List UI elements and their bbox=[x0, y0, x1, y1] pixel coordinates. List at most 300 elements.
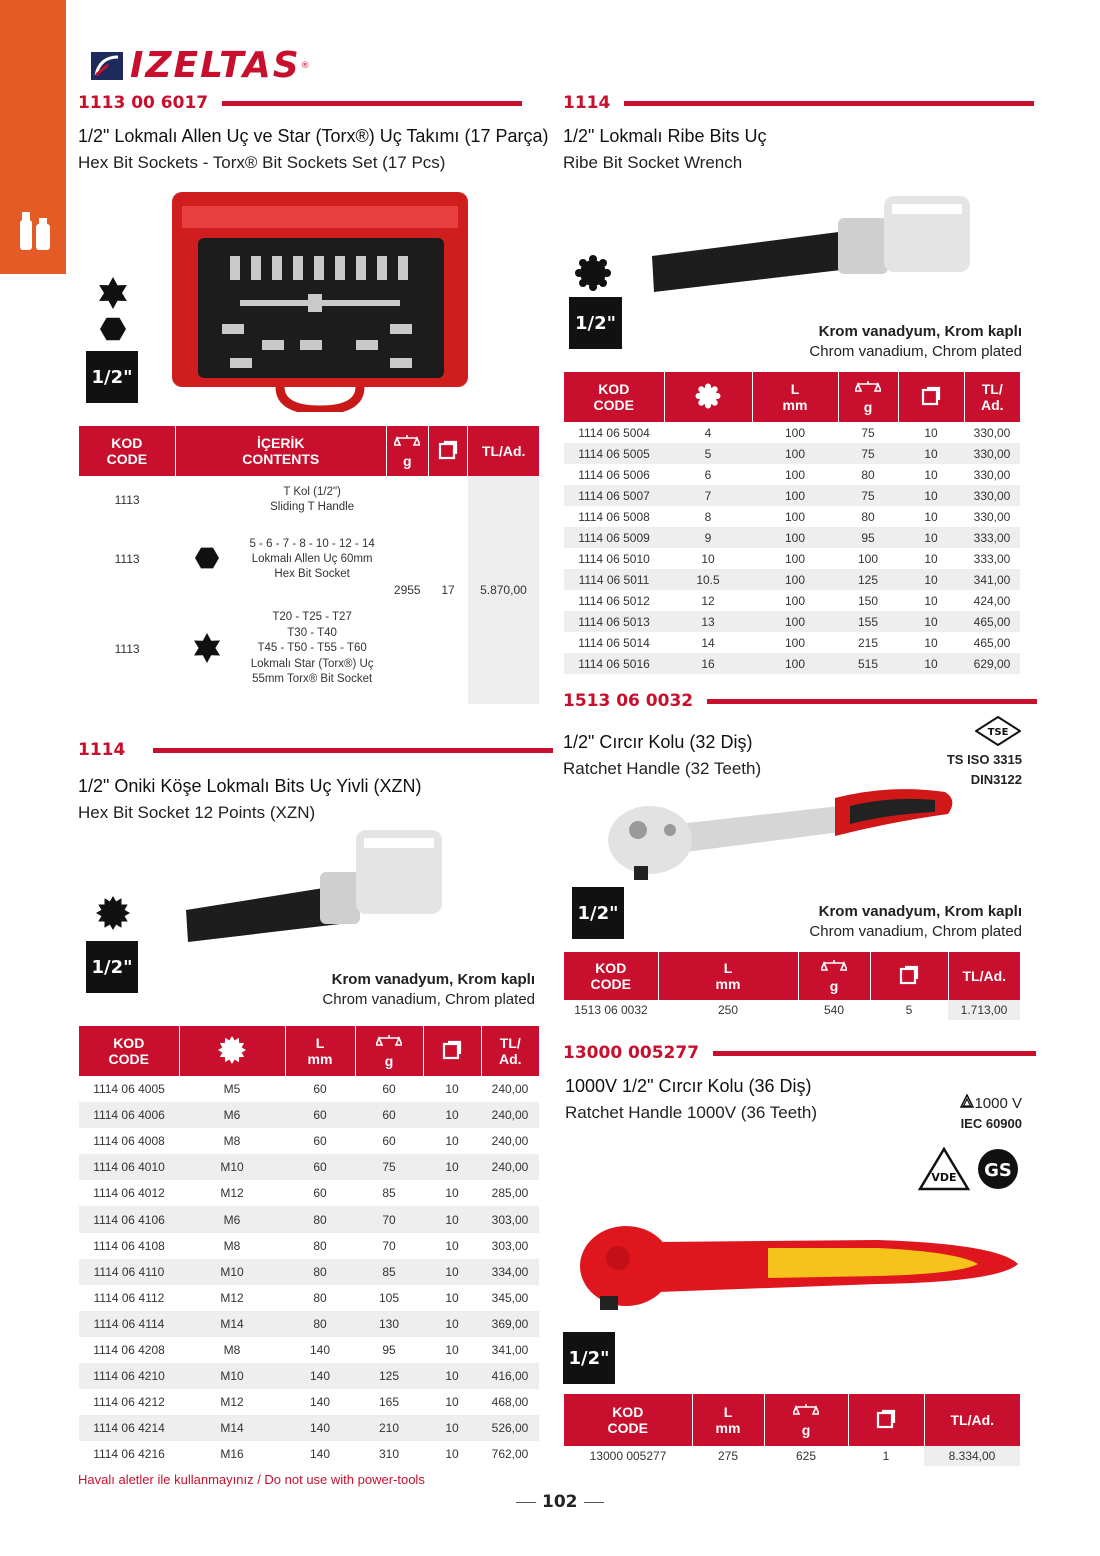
insulation-warning-icon bbox=[960, 1094, 974, 1108]
brand-logo bbox=[90, 45, 310, 86]
col-pack-header bbox=[428, 426, 468, 476]
cell-length: 80 bbox=[285, 1206, 355, 1232]
xzn-subtitle: Hex Bit Socket 12 Points (XZN) bbox=[78, 803, 316, 822]
cell-weight: 125 bbox=[838, 569, 898, 590]
cell-price: 330,00 bbox=[973, 509, 1011, 524]
cell-length: 140 bbox=[309, 1395, 331, 1410]
bit-socket-set-case-image bbox=[170, 190, 470, 412]
cell-size: 14 bbox=[701, 635, 715, 650]
table-row bbox=[564, 485, 1020, 506]
cell-size: M14 bbox=[179, 1415, 285, 1441]
cell-length: 140 bbox=[309, 1447, 331, 1462]
cell-size: 9 bbox=[664, 527, 752, 548]
xzn-table-body bbox=[79, 1076, 539, 1467]
cell-pack: 10 bbox=[445, 1395, 459, 1410]
torx-star-icon bbox=[191, 632, 223, 664]
cell-pack: 10 bbox=[898, 611, 964, 632]
cell-weight: 130 bbox=[355, 1311, 423, 1337]
cell-price: 333,00 bbox=[973, 551, 1011, 566]
col-price-header: TL/Ad. bbox=[924, 1394, 1020, 1446]
cell-pack: 10 bbox=[445, 1290, 459, 1305]
cell-size: M5 bbox=[223, 1082, 241, 1097]
cell-code: 1114 06 4106 bbox=[79, 1206, 179, 1232]
cell-length: 100 bbox=[784, 425, 806, 440]
cell-code: 1114 06 5004 bbox=[578, 425, 650, 440]
cell-length: 100 bbox=[784, 509, 806, 524]
cell-weight: 100 bbox=[857, 551, 879, 566]
cell-price: 468,00 bbox=[491, 1395, 529, 1410]
cell-price: 762,00 bbox=[491, 1447, 529, 1462]
ribe-spline-icon bbox=[574, 254, 612, 292]
table-row bbox=[564, 653, 1020, 674]
col-weight-header: g bbox=[798, 952, 870, 1000]
cell-price: 330,00 bbox=[973, 425, 1011, 440]
cell-weight: 70 bbox=[355, 1206, 423, 1232]
cell-pack: 10 bbox=[423, 1311, 481, 1337]
cell-price: 330,00 bbox=[964, 485, 1020, 506]
cell-pack: 10 bbox=[924, 425, 938, 440]
table-row bbox=[564, 569, 1020, 590]
cell-pack: 10 bbox=[924, 551, 938, 566]
cell-length: 100 bbox=[752, 485, 838, 506]
cell-size: 6 bbox=[704, 467, 712, 482]
table-row bbox=[564, 590, 1020, 611]
ratchet-table bbox=[564, 952, 1020, 1020]
ratchet-title: 1/2" Cırcır Kolu (32 Diş) bbox=[563, 732, 753, 752]
col-pack-header bbox=[870, 952, 948, 1000]
col-code-header: KOD CODE bbox=[564, 372, 664, 422]
xzn-material bbox=[280, 970, 535, 1010]
cell-price: 629,00 bbox=[964, 653, 1020, 674]
cell-price: 424,00 bbox=[973, 593, 1011, 608]
cell-pack: 10 bbox=[423, 1206, 481, 1232]
col-price-header: TL/Ad. bbox=[468, 426, 539, 476]
standard-iec: IEC 60900 bbox=[960, 1116, 1022, 1131]
cell-weight: 165 bbox=[378, 1395, 400, 1410]
cell-code: 1114 06 5010 bbox=[578, 551, 650, 566]
package-icon bbox=[876, 1409, 896, 1429]
col-code-header: KOD CODE bbox=[79, 1026, 179, 1076]
set-pack: 17 bbox=[428, 476, 468, 704]
cell-pack: 10 bbox=[445, 1238, 459, 1253]
col-code-header: KOD CODE bbox=[564, 1394, 692, 1446]
package-icon bbox=[921, 386, 941, 406]
cell-pack: 10 bbox=[924, 509, 938, 524]
cell-length: 140 bbox=[285, 1415, 355, 1441]
cell-weight: 60 bbox=[382, 1134, 396, 1149]
cell-pack: 10 bbox=[445, 1342, 459, 1357]
table-row bbox=[79, 1259, 539, 1285]
col-length-header: L mm bbox=[692, 1394, 764, 1446]
vde-table bbox=[564, 1394, 1020, 1466]
ratchet-row-code: 1513 06 0032 bbox=[564, 1000, 658, 1020]
table-row bbox=[79, 1180, 539, 1206]
cell-code: 1114 06 4110 bbox=[79, 1259, 179, 1285]
col-size-header bbox=[179, 1026, 285, 1076]
set-row-contents: T20 - T25 - T27 T30 - T40 T45 - T50 - T55 - T60 Lokmalı Star (Torx®) Uç 55mm Torx® Bit Socket bbox=[238, 594, 386, 704]
xzn-code: 1114 bbox=[78, 740, 126, 760]
divider bbox=[584, 1502, 604, 1503]
vde-code: 13000 005277 bbox=[563, 1043, 700, 1063]
col-price-header: TL/Ad. bbox=[948, 952, 1020, 1000]
col-pack-header bbox=[848, 1394, 924, 1446]
material-en: Chrom vanadium, Chrom plated bbox=[809, 343, 1022, 360]
cell-price: 465,00 bbox=[964, 611, 1020, 632]
cell-weight: 155 bbox=[838, 611, 898, 632]
material-tr: Krom vanadyum, Krom kaplı bbox=[818, 903, 1022, 920]
vde-row-weight: 625 bbox=[764, 1446, 848, 1466]
brand-emblem-icon bbox=[90, 51, 124, 81]
cell-length: 140 bbox=[309, 1342, 331, 1357]
cell-length: 100 bbox=[784, 551, 806, 566]
cell-weight: 75 bbox=[355, 1154, 423, 1180]
cell-size: 16 bbox=[664, 653, 752, 674]
scale-icon bbox=[376, 1034, 402, 1050]
cell-length: 100 bbox=[752, 569, 838, 590]
cell-pack: 10 bbox=[445, 1082, 459, 1097]
cell-weight: 95 bbox=[838, 527, 898, 548]
set-price: 5.870,00 bbox=[468, 476, 539, 704]
ribe-code: 1114 bbox=[563, 93, 611, 113]
cell-pack: 10 bbox=[423, 1363, 481, 1389]
drive-size-badge: 1/2" bbox=[563, 1332, 615, 1384]
brand-name: IZELTAS bbox=[130, 45, 301, 86]
cell-weight: 95 bbox=[382, 1342, 396, 1357]
ribe-material bbox=[760, 322, 1022, 362]
cell-weight: 60 bbox=[382, 1082, 396, 1097]
col-weight-header: g bbox=[386, 426, 428, 476]
ratchet-row-price: 1.713,00 bbox=[948, 1000, 1020, 1020]
cell-length: 60 bbox=[285, 1154, 355, 1180]
cell-pack: 10 bbox=[924, 593, 938, 608]
cell-weight: 75 bbox=[838, 443, 898, 464]
ratchet-row-length: 250 bbox=[658, 1000, 798, 1020]
cell-weight: 75 bbox=[838, 485, 898, 506]
vde-row-code: 13000 005277 bbox=[564, 1446, 692, 1466]
vde-row-length: 275 bbox=[692, 1446, 764, 1466]
cell-size: M8 bbox=[223, 1342, 241, 1357]
power-tool-warning: Havalı aletler ile kullanmayınız / Do not use with power-tools bbox=[78, 1472, 425, 1487]
cell-code: 1114 06 4214 bbox=[79, 1415, 179, 1441]
ribe-title: 1/2" Lokmalı Ribe Bits Uç bbox=[563, 126, 767, 146]
xzn-12-point-icon bbox=[94, 894, 132, 932]
cell-length: 100 bbox=[752, 611, 838, 632]
cell-price: 526,00 bbox=[481, 1415, 539, 1441]
set-row-icon bbox=[175, 524, 238, 594]
side-tab bbox=[0, 0, 66, 274]
table-row bbox=[79, 1206, 539, 1232]
cell-code: 1114 06 5014 bbox=[578, 635, 650, 650]
ratchet-subtitle: Ratchet Handle (32 Teeth) bbox=[563, 759, 762, 778]
divider bbox=[153, 748, 553, 753]
col-code-header: KOD CODE bbox=[79, 426, 175, 476]
cell-pack: 10 bbox=[423, 1259, 481, 1285]
cell-weight: 125 bbox=[355, 1363, 423, 1389]
cell-size: 4 bbox=[704, 425, 712, 440]
cell-code: 1114 06 5011 bbox=[564, 569, 664, 590]
material-tr: Krom vanadyum, Krom kaplı bbox=[818, 323, 1022, 340]
table-row bbox=[79, 1233, 539, 1259]
ratchet-code: 1513 06 0032 bbox=[563, 691, 694, 711]
divider bbox=[516, 1502, 536, 1503]
table-row bbox=[564, 548, 1020, 569]
cell-price: 285,00 bbox=[491, 1186, 529, 1201]
table-row bbox=[564, 443, 1020, 464]
cell-code: 1114 06 4108 bbox=[93, 1238, 165, 1253]
page-number bbox=[510, 1492, 610, 1512]
page-number-value: 102 bbox=[542, 1492, 578, 1512]
drive-size-badge: 1/2" bbox=[569, 297, 622, 349]
cell-pack: 10 bbox=[445, 1447, 459, 1462]
cell-size: M8 bbox=[223, 1134, 241, 1149]
cell-size: M6 bbox=[179, 1206, 285, 1232]
tse-cert-icon bbox=[975, 716, 1021, 746]
cell-code: 1114 06 4112 bbox=[93, 1290, 165, 1305]
cell-size: M10 bbox=[179, 1363, 285, 1389]
set-code: 1113 00 6017 bbox=[78, 93, 209, 113]
col-pack-header bbox=[423, 1026, 481, 1076]
cell-code: 1114 06 5005 bbox=[564, 443, 664, 464]
cell-weight: 60 bbox=[355, 1102, 423, 1128]
cell-pack: 10 bbox=[924, 467, 938, 482]
cell-length: 100 bbox=[752, 653, 838, 674]
package-icon bbox=[442, 1040, 462, 1060]
cell-size: 8 bbox=[704, 509, 712, 524]
cell-price: 303,00 bbox=[491, 1238, 529, 1253]
ribe-section-header bbox=[563, 93, 1034, 113]
ratchet-material bbox=[760, 902, 1022, 942]
col-size-header bbox=[664, 372, 752, 422]
drive-size-badge: 1/2" bbox=[86, 941, 138, 993]
cell-code: 1114 06 5006 bbox=[578, 467, 650, 482]
cell-weight: 210 bbox=[355, 1415, 423, 1441]
cell-size: M14 bbox=[179, 1311, 285, 1337]
table-row bbox=[564, 422, 1020, 443]
xzn-title: 1/2" Oniki Köşe Lokmalı Bits Uç Yivli (XZN) bbox=[78, 776, 422, 796]
cell-weight: 215 bbox=[857, 635, 879, 650]
set-row-code: 1113 bbox=[79, 476, 175, 524]
table-row bbox=[79, 1128, 539, 1154]
cell-price: 369,00 bbox=[481, 1311, 539, 1337]
scale-icon bbox=[855, 380, 881, 396]
cell-size: M12 bbox=[220, 1395, 244, 1410]
voltage-rating: 1000 V bbox=[900, 1094, 1022, 1114]
table-row bbox=[79, 1076, 539, 1102]
cell-size: 13 bbox=[664, 611, 752, 632]
package-icon bbox=[438, 440, 458, 460]
cell-length: 60 bbox=[285, 1102, 355, 1128]
set-row-code: 1113 bbox=[79, 524, 175, 594]
cell-price: 345,00 bbox=[491, 1290, 529, 1305]
col-length-header: L mm bbox=[658, 952, 798, 1000]
material-tr: Krom vanadyum, Krom kaplı bbox=[331, 971, 535, 988]
ribe-subtitle: Ribe Bit Socket Wrench bbox=[563, 153, 743, 172]
vde-row-price: 8.334,00 bbox=[924, 1446, 1020, 1466]
cell-length: 100 bbox=[784, 467, 806, 482]
cell-size: M10 bbox=[179, 1259, 285, 1285]
cell-price: 465,00 bbox=[973, 635, 1011, 650]
cell-length: 60 bbox=[313, 1082, 327, 1097]
material-en: Chrom vanadium, Chrom plated bbox=[809, 923, 1022, 940]
cell-length: 80 bbox=[285, 1259, 355, 1285]
cell-length: 60 bbox=[313, 1134, 327, 1149]
table-row bbox=[79, 1311, 539, 1337]
col-length-header: L mm bbox=[752, 372, 838, 422]
vde-gs-cert-icons bbox=[918, 1147, 1022, 1191]
divider bbox=[713, 1051, 1036, 1056]
svg-text:GS: GS bbox=[984, 1160, 1012, 1181]
set-subtitle: Hex Bit Sockets - Torx® Bit Sockets Set (17 Pcs) bbox=[78, 153, 446, 172]
table-row bbox=[79, 1415, 539, 1441]
cell-code: 1114 06 4010 bbox=[79, 1154, 179, 1180]
ratchet-row-pack: 5 bbox=[870, 1000, 948, 1020]
standard-din: DIN3122 bbox=[970, 772, 1022, 787]
cell-weight: 85 bbox=[382, 1186, 396, 1201]
cell-length: 100 bbox=[784, 635, 806, 650]
table-row bbox=[79, 1102, 539, 1128]
set-row-contents: T Kol (1/2") Sliding T Handle bbox=[238, 476, 386, 524]
cell-pack: 10 bbox=[924, 635, 938, 650]
vde-section-header bbox=[563, 1043, 1036, 1063]
ribe-spline-icon bbox=[695, 383, 721, 409]
ratchet-handle-image bbox=[590, 770, 960, 890]
cell-size: M8 bbox=[223, 1238, 241, 1253]
vde-subtitle: Ratchet Handle 1000V (36 Teeth) bbox=[565, 1103, 818, 1122]
svg-text:VDE: VDE bbox=[931, 1171, 957, 1184]
ribe-bit-socket-image bbox=[648, 188, 978, 298]
cell-size: M16 bbox=[220, 1447, 244, 1462]
cell-pack: 10 bbox=[898, 443, 964, 464]
tse-mark: TSE bbox=[987, 727, 1009, 738]
cell-size: M12 bbox=[220, 1186, 244, 1201]
xzn-12-point-icon bbox=[216, 1034, 248, 1066]
cell-length: 80 bbox=[313, 1290, 327, 1305]
cell-length: 140 bbox=[285, 1363, 355, 1389]
table-row bbox=[564, 527, 1020, 548]
cell-size: M10 bbox=[179, 1154, 285, 1180]
hex-icon bbox=[99, 316, 127, 342]
cell-code: 1114 06 5013 bbox=[564, 611, 664, 632]
cell-pack: 10 bbox=[898, 653, 964, 674]
set-row-contents: 5 - 6 - 7 - 8 - 10 - 12 - 14 Lokmalı Allen Uç 60mm Hex Bit Socket bbox=[238, 524, 386, 594]
ribe-table-body bbox=[564, 422, 1020, 674]
package-icon bbox=[899, 965, 919, 985]
table-row bbox=[79, 1154, 539, 1180]
cell-length: 100 bbox=[752, 443, 838, 464]
col-weight-header: g bbox=[838, 372, 898, 422]
cell-weight: 515 bbox=[838, 653, 898, 674]
cell-weight: 80 bbox=[861, 509, 875, 524]
cell-size: 10 bbox=[701, 551, 715, 566]
cell-code: 1114 06 4210 bbox=[79, 1363, 179, 1389]
scale-icon bbox=[394, 434, 420, 450]
cell-price: 341,00 bbox=[491, 1342, 529, 1357]
cell-price: 240,00 bbox=[481, 1154, 539, 1180]
set-weight: 2955 bbox=[386, 476, 428, 704]
vde-row-pack: 1 bbox=[848, 1446, 924, 1466]
set-section-header bbox=[78, 93, 522, 113]
table-row bbox=[79, 1441, 539, 1467]
cell-weight: 75 bbox=[861, 425, 875, 440]
insulated-ratchet-image bbox=[578, 1222, 1028, 1316]
cell-price: 341,00 bbox=[964, 569, 1020, 590]
cell-pack: 10 bbox=[423, 1102, 481, 1128]
table-row bbox=[564, 611, 1020, 632]
cell-length: 80 bbox=[313, 1238, 327, 1253]
cell-code: 1114 06 4012 bbox=[93, 1186, 165, 1201]
vde-title: 1000V 1/2" Cırcır Kolu (36 Diş) bbox=[565, 1076, 812, 1096]
cell-size: M6 bbox=[179, 1102, 285, 1128]
divider bbox=[707, 699, 1037, 704]
col-length-header: L mm bbox=[285, 1026, 355, 1076]
ribe-table bbox=[564, 372, 1020, 674]
cell-code: 1114 06 4008 bbox=[93, 1134, 165, 1149]
col-weight-header: g bbox=[355, 1026, 423, 1076]
set-row-icon-empty bbox=[175, 476, 238, 524]
set-title: 1/2" Lokmalı Allen Uç ve Star (Torx®) Uç Takımı (17 Parça) bbox=[78, 126, 549, 146]
cell-code: 1114 06 5008 bbox=[578, 509, 650, 524]
scale-icon bbox=[821, 959, 847, 975]
divider bbox=[624, 101, 1034, 106]
cell-length: 60 bbox=[313, 1186, 327, 1201]
cell-price: 240,00 bbox=[491, 1134, 529, 1149]
cell-code: 1114 06 4208 bbox=[93, 1342, 165, 1357]
col-code-header: KOD CODE bbox=[564, 952, 658, 1000]
cell-price: 330,00 bbox=[973, 467, 1011, 482]
cell-pack: 10 bbox=[898, 527, 964, 548]
table-row bbox=[564, 506, 1020, 527]
cell-code: 1114 06 5012 bbox=[578, 593, 650, 608]
cell-code: 1114 06 5016 bbox=[564, 653, 664, 674]
cell-weight: 70 bbox=[382, 1238, 396, 1253]
set-row-code: 1113 bbox=[79, 594, 175, 704]
cell-price: 240,00 bbox=[481, 1102, 539, 1128]
cell-weight: 150 bbox=[857, 593, 879, 608]
cell-price: 416,00 bbox=[481, 1363, 539, 1389]
standard-iso: TS ISO 3315 bbox=[946, 752, 1022, 767]
cell-code: 1114 06 5009 bbox=[564, 527, 664, 548]
cell-length: 100 bbox=[752, 527, 838, 548]
cell-size: 5 bbox=[664, 443, 752, 464]
hex-icon bbox=[194, 546, 220, 570]
cell-code: 1114 06 4114 bbox=[79, 1311, 179, 1337]
cell-price: 240,00 bbox=[491, 1082, 529, 1097]
scale-icon bbox=[793, 1403, 819, 1419]
xzn-table bbox=[79, 1026, 539, 1467]
cell-price: 333,00 bbox=[964, 527, 1020, 548]
col-pack-header bbox=[898, 372, 964, 422]
cell-code: 1114 06 5007 bbox=[564, 485, 664, 506]
cell-pack: 10 bbox=[423, 1154, 481, 1180]
table-row bbox=[564, 464, 1020, 485]
xzn-bit-socket-image bbox=[180, 820, 450, 948]
vde-rating bbox=[900, 1094, 1022, 1134]
ratchet-section-header bbox=[563, 691, 1037, 711]
cell-weight: 85 bbox=[355, 1259, 423, 1285]
cell-pack: 10 bbox=[898, 569, 964, 590]
cell-size: 10.5 bbox=[664, 569, 752, 590]
cell-code: 1114 06 4212 bbox=[93, 1395, 165, 1410]
table-row bbox=[564, 632, 1020, 653]
col-price-header: TL/ Ad. bbox=[481, 1026, 539, 1076]
divider bbox=[222, 101, 522, 106]
cell-size: 12 bbox=[701, 593, 715, 608]
col-price-header: TL/ Ad. bbox=[964, 372, 1020, 422]
socket-category-icon bbox=[18, 208, 52, 252]
cell-pack: 10 bbox=[898, 485, 964, 506]
cell-weight: 105 bbox=[378, 1290, 400, 1305]
drive-size-badge: 1/2" bbox=[572, 887, 624, 939]
